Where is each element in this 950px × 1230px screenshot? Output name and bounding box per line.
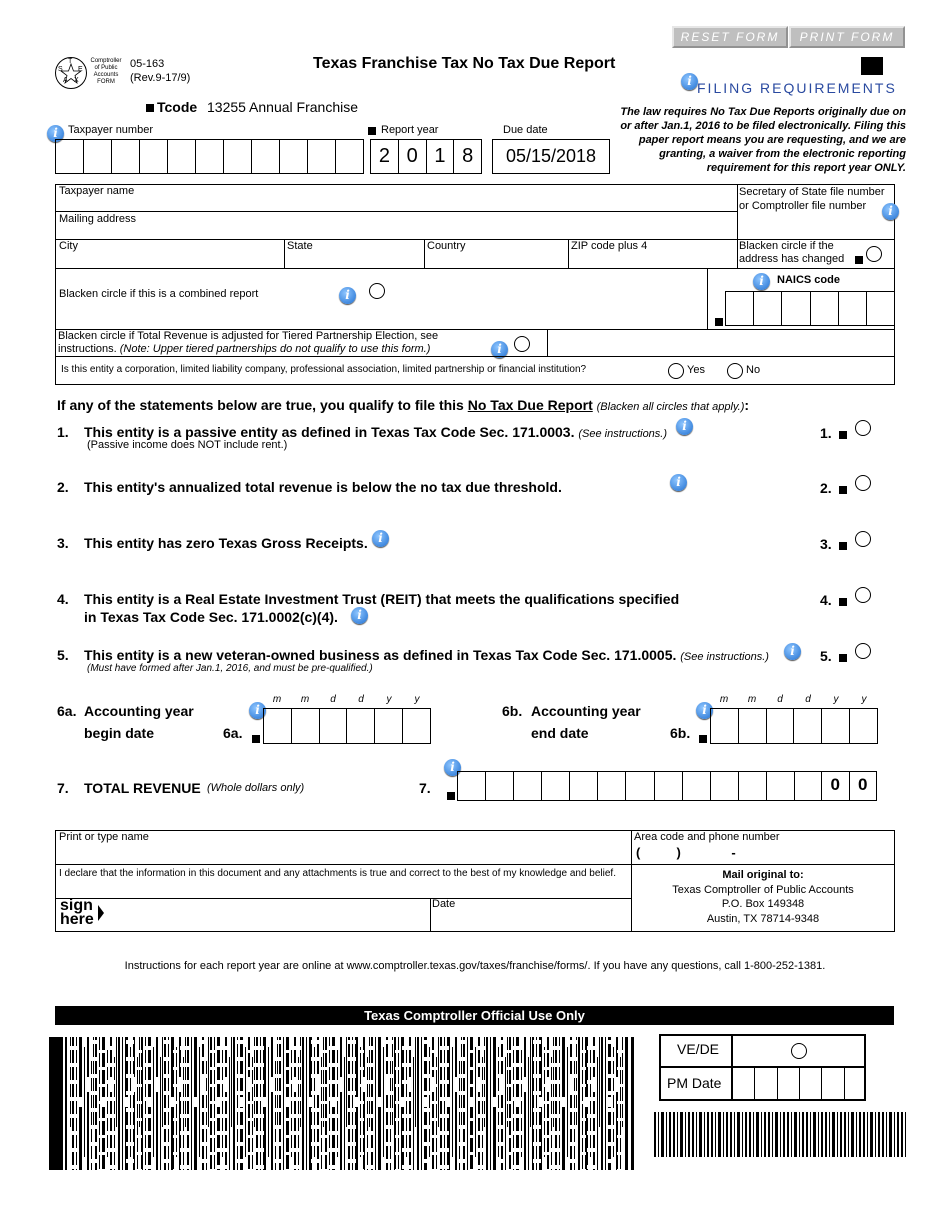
info-icon[interactable]: i bbox=[47, 125, 64, 142]
statements-intro: If any of the statements below are true, you qualify to file this No Tax Due Report (Blacken all circles that apply.): bbox=[57, 397, 750, 413]
info-icon[interactable]: i bbox=[676, 418, 693, 435]
city-field[interactable]: City bbox=[59, 240, 78, 252]
field-marker bbox=[839, 486, 847, 494]
official-use-banner: Texas Comptroller Official Use Only bbox=[55, 1006, 894, 1025]
field-marker bbox=[839, 598, 847, 606]
vede-label: VE/DE bbox=[677, 1041, 720, 1057]
statement-1-tag: 1. bbox=[820, 425, 832, 441]
statement-4-tag: 4. bbox=[820, 592, 832, 608]
declaration-text: I declare that the information in this document and any attachments is true and correct to the best of my knowledge and belief. bbox=[59, 868, 616, 879]
mailing-address-field[interactable]: Mailing address bbox=[59, 213, 137, 225]
phone-label: Area code and phone number bbox=[634, 831, 780, 843]
sign-arrow-icon bbox=[98, 905, 104, 921]
statement-1-number: 1. bbox=[57, 424, 69, 440]
statement-2-text: This entity's annualized total revenue is below the no tax due threshold. bbox=[84, 479, 562, 495]
field-marker bbox=[839, 654, 847, 662]
begin-date-tag: 6a. bbox=[223, 725, 243, 741]
revenue-cents: 0 0 bbox=[821, 771, 877, 801]
statement-1-radio[interactable] bbox=[855, 420, 871, 436]
barcode-linear bbox=[654, 1112, 906, 1157]
state-field[interactable]: State bbox=[287, 240, 313, 252]
total-revenue-input[interactable] bbox=[457, 771, 822, 801]
naics-label: NAICS code bbox=[777, 274, 840, 286]
statement-4-radio[interactable] bbox=[855, 587, 871, 603]
begin-date-input[interactable] bbox=[263, 708, 431, 744]
form-title: Texas Franchise Tax No Tax Due Report bbox=[313, 55, 616, 72]
statement-4-text-2: in Texas Tax Code Sec. 171.0002(c)(4). bbox=[84, 609, 338, 625]
info-icon[interactable]: i bbox=[753, 273, 770, 290]
info-icon[interactable]: i bbox=[784, 643, 801, 660]
begin-date-heads: m m d d y y bbox=[272, 694, 420, 705]
end-date-label-1: Accounting year bbox=[531, 703, 641, 719]
statement-4-text: This entity is a Real Estate Investment Trust (REIT) that meets the qualifications specified bbox=[84, 591, 680, 607]
form-number: 05-163 bbox=[130, 58, 165, 70]
instructions-text: Instructions for each report year are online at www.comptroller.texas.gov/taxes/franchise/forms/. If you have any questions, call 1-800-252-1381. bbox=[124, 960, 826, 972]
begin-date-label-2: begin date bbox=[84, 725, 155, 741]
revenue-note: (Whole dollars only) bbox=[207, 782, 305, 794]
entity-type-question: Is this entity a corporation, limited liability company, professional association, limited partnership or financial institution? bbox=[61, 364, 587, 375]
revenue-tag: 7. bbox=[419, 780, 431, 796]
begin-date-label-1: Accounting year bbox=[84, 703, 194, 719]
field-marker bbox=[447, 792, 455, 800]
report-year-input[interactable]: 2 0 1 8 bbox=[370, 139, 482, 174]
revenue-label: TOTAL REVENUE bbox=[84, 780, 201, 796]
info-icon[interactable]: i bbox=[339, 287, 356, 304]
info-icon[interactable]: i bbox=[372, 530, 389, 547]
end-date-number: 6b. bbox=[502, 703, 523, 719]
statement-3-radio[interactable] bbox=[855, 531, 871, 547]
end-date-tag: 6b. bbox=[670, 725, 691, 741]
tcode-label: Tcode bbox=[157, 99, 198, 115]
tiered-radio[interactable] bbox=[514, 336, 530, 352]
pm-date-label: PM Date bbox=[667, 1075, 722, 1091]
info-icon[interactable]: i bbox=[882, 203, 899, 220]
pm-date-input[interactable] bbox=[732, 1067, 866, 1101]
report-year-label: Report year bbox=[381, 124, 439, 136]
statement-3-number: 3. bbox=[57, 535, 69, 551]
sos-number-field[interactable]: Secretary of State file number or Comptroller file number bbox=[739, 186, 885, 212]
phone-input[interactable]: ( ) - bbox=[636, 845, 736, 860]
taxpayer-name-field[interactable]: Taxpayer name bbox=[59, 185, 135, 197]
info-icon[interactable]: i bbox=[696, 702, 713, 719]
combined-report-radio[interactable] bbox=[369, 283, 385, 299]
sign-date-field[interactable]: Date bbox=[432, 898, 456, 910]
taxpayer-number-input[interactable] bbox=[55, 139, 364, 174]
statement-1-sub: (Passive income does NOT include rent.) bbox=[87, 439, 288, 451]
taxpayer-number-label: Taxpayer number bbox=[68, 124, 153, 136]
naics-code-input[interactable] bbox=[725, 291, 895, 326]
info-icon[interactable]: i bbox=[444, 759, 461, 776]
statement-5-tag: 5. bbox=[820, 648, 832, 664]
revenue-number: 7. bbox=[57, 780, 69, 796]
barcode-2d bbox=[49, 1037, 635, 1170]
tcode-value: 13255 Annual Franchise bbox=[207, 99, 358, 115]
signature-input[interactable] bbox=[110, 900, 428, 930]
field-marker bbox=[855, 256, 863, 264]
info-icon[interactable]: i bbox=[491, 341, 508, 358]
address-changed-label: Blacken circle if the address has changed bbox=[739, 240, 845, 265]
filing-requirements-heading: FILING REQUIREMENTS bbox=[697, 80, 897, 96]
field-marker bbox=[146, 104, 154, 112]
mail-address: Mail original to: Texas Comptroller of Public Accounts P.O. Box 149348 Austin, TX 78714-9348 bbox=[672, 869, 854, 925]
field-marker bbox=[715, 318, 723, 326]
statement-5-text: This entity is a new veteran-owned business as defined in Texas Tax Code Sec. 171.0005. (See instructions.) bbox=[84, 647, 769, 663]
info-icon[interactable]: i bbox=[670, 474, 687, 491]
info-icon[interactable]: i bbox=[351, 607, 368, 624]
no-label: No bbox=[746, 364, 761, 376]
statement-3-tag: 3. bbox=[820, 536, 832, 552]
yes-label: Yes bbox=[687, 364, 705, 376]
zip-field[interactable]: ZIP code plus 4 bbox=[571, 240, 648, 252]
statement-4-number: 4. bbox=[57, 591, 69, 607]
statement-2-radio[interactable] bbox=[855, 475, 871, 491]
field-marker bbox=[839, 431, 847, 439]
country-field[interactable]: Country bbox=[427, 240, 466, 252]
black-marker bbox=[861, 57, 883, 75]
field-marker bbox=[839, 542, 847, 550]
filing-requirements-text: The law requires No Tax Due Reports originally due on or after Jan.1, 2016 to be filed electronically. Filing this paper report means you are requesting, and we are granting, a waiver from the electronic reporting requirement for this report year ONLY. bbox=[620, 106, 906, 174]
field-marker bbox=[699, 735, 707, 743]
statement-3-text: This entity has zero Texas Gross Receipts. bbox=[84, 535, 368, 551]
field-marker bbox=[252, 735, 260, 743]
tiered-label: Blacken circle if Total Revenue is adjusted for Tiered Partnership Election, see instructions. (Note: Upper tiered partnerships do not qualify to use this form.) bbox=[58, 330, 439, 355]
address-changed-radio[interactable] bbox=[866, 246, 882, 262]
texas-seal-logo: T E S A X bbox=[55, 57, 87, 89]
combined-report-label: Blacken circle if this is a combined report bbox=[59, 288, 259, 300]
print-form-button[interactable]: PRINT FORM bbox=[789, 26, 905, 48]
sign-here-label: sign here bbox=[60, 897, 94, 928]
statement-1-text: This entity is a passive entity as defined in Texas Tax Code Sec. 171.0003. (See instructions.) bbox=[84, 424, 668, 440]
end-date-heads: m m d d y y bbox=[719, 694, 867, 705]
info-icon[interactable]: i bbox=[681, 73, 698, 90]
statement-5-sub: (Must have formed after Jan.1, 2016, and must be pre-qualified.) bbox=[87, 663, 373, 674]
agency-label: Comptroller of Public Accounts FORM bbox=[90, 58, 122, 85]
end-date-label-2: end date bbox=[531, 725, 589, 741]
begin-date-number: 6a. bbox=[57, 703, 77, 719]
entity-no-radio[interactable] bbox=[727, 363, 743, 379]
due-date-label: Due date bbox=[503, 124, 548, 136]
print-name-field[interactable]: Print or type name bbox=[59, 831, 149, 843]
field-marker bbox=[368, 127, 376, 135]
end-date-input[interactable] bbox=[710, 708, 878, 744]
reset-form-button[interactable]: RESET FORM bbox=[672, 26, 788, 48]
statement-2-tag: 2. bbox=[820, 480, 832, 496]
statement-5-radio[interactable] bbox=[855, 643, 871, 659]
statement-2-number: 2. bbox=[57, 479, 69, 495]
due-date-input[interactable]: 05/15/2018 bbox=[492, 139, 610, 174]
form-revision: (Rev.9-17/9) bbox=[130, 72, 191, 84]
entity-yes-radio[interactable] bbox=[668, 363, 684, 379]
info-icon[interactable]: i bbox=[249, 702, 266, 719]
statement-5-number: 5. bbox=[57, 647, 69, 663]
vede-radio[interactable] bbox=[791, 1043, 807, 1059]
